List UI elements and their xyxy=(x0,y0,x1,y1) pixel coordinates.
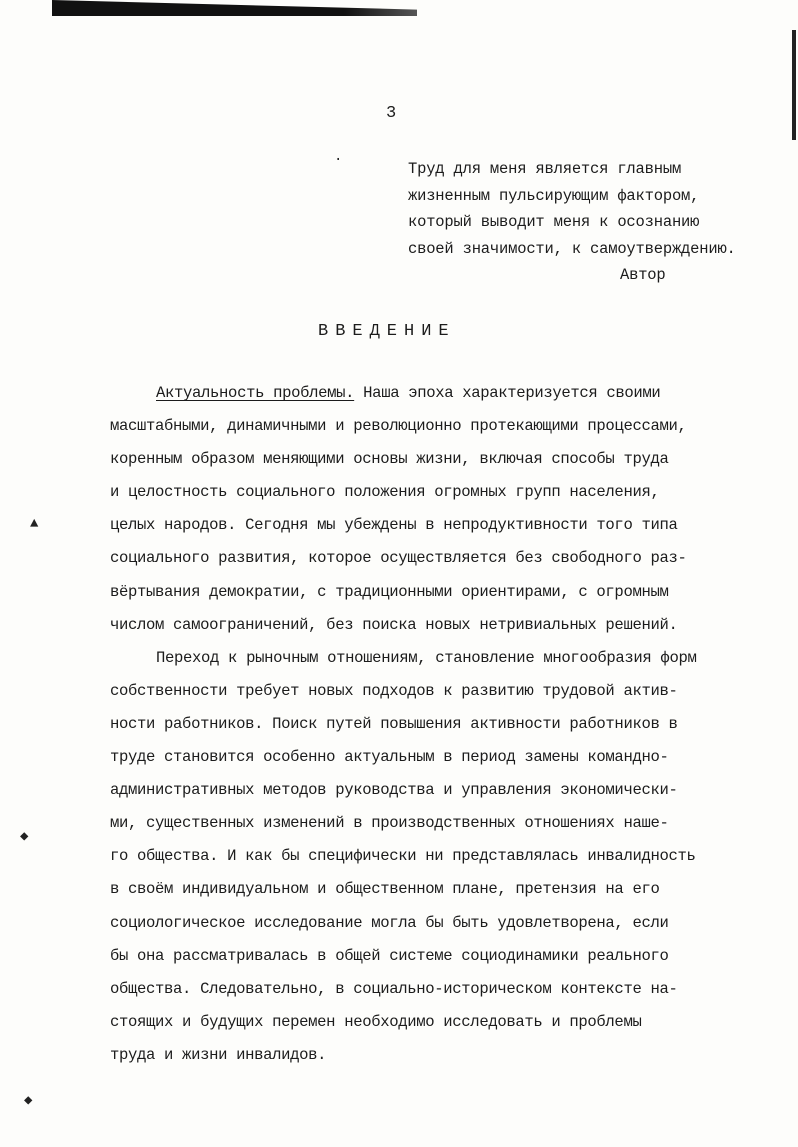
paragraph-line: числом самоограничений, без поиска новых нетривиальных решений. xyxy=(110,615,678,634)
paragraph-line: целых народов. Сегодня мы убеждены в непродуктивности того типа xyxy=(110,516,678,535)
body-text xyxy=(110,377,770,1072)
section-heading: ВВЕДЕНИЕ xyxy=(318,322,456,341)
paragraph-line: в своём индивидуальном и общественном плане, претензия на его xyxy=(110,880,660,899)
epigraph-line: который выводит меня к осознанию xyxy=(408,213,700,231)
paragraph-line: стоящих и будущих перемен необходимо исследовать и проблемы xyxy=(110,1012,642,1031)
paragraph-line: ности работников. Поиск путей повышения активности работников в xyxy=(110,714,678,733)
paragraph-line: собственности требует новых подходов к развитию трудовой актив- xyxy=(110,681,678,700)
paragraph-line: ми, существенных изменений в производственных отношениях наше- xyxy=(110,814,669,833)
epigraph-line: своей значимости, к самоутверждению. xyxy=(408,239,736,258)
paragraph-line: бы она рассматривалась в общей системе социодинамики реального xyxy=(110,946,669,965)
paragraph-line: социального развития, которое осуществляется без свободного раз- xyxy=(110,549,687,568)
scan-speck: ◆ xyxy=(24,1093,33,1109)
scan-speck: ◆ xyxy=(20,829,29,845)
paragraph-line: Переход к рыночным отношениям, становление многообразия форм xyxy=(156,648,697,667)
scan-edge-line xyxy=(792,30,796,140)
paragraph-line: административных методов руководства и управления экономически- xyxy=(110,781,678,800)
paragraph-lead: Актуальность проблемы. xyxy=(156,384,355,402)
scan-speck: ▲ xyxy=(30,516,39,532)
scan-speck: · xyxy=(334,152,343,168)
paragraph-line-text: Наша эпоха характеризуется своими xyxy=(354,384,661,402)
paragraph-line: масштабными, динамичными и революционно протекающими процессами, xyxy=(110,417,687,436)
paragraph-line: вёртывания демократии, с традиционными ориентирами, с огромным xyxy=(110,582,669,601)
paragraph-line: коренным образом меняющими основы жизни, включая способы труда xyxy=(110,450,669,469)
paragraph-line: социологическое исследование могла бы быть удовлетворена, если xyxy=(110,913,669,932)
epigraph-line: жизненным пульсирующим фактором, xyxy=(408,186,700,205)
epigraph xyxy=(408,156,788,289)
epigraph-line: Труд для меня является главным xyxy=(408,160,682,178)
paragraph-line: труда и жизни инвалидов. xyxy=(110,1045,327,1064)
page-number: 3 xyxy=(386,104,397,123)
paragraph-line xyxy=(110,377,770,410)
paragraph-line: и целостность социального положения огромных групп населения, xyxy=(110,483,660,502)
scan-artifact-bar xyxy=(52,0,417,16)
paragraph-line: труде становится особенно актуальным в период замены командно- xyxy=(110,748,669,767)
paragraph-line: го общества. И как бы специфически ни представлялась инвалидность xyxy=(110,847,696,866)
paragraph-line: общества. Следовательно, в социально-историческом контексте на- xyxy=(110,979,678,998)
epigraph-author: Автор xyxy=(620,266,666,284)
